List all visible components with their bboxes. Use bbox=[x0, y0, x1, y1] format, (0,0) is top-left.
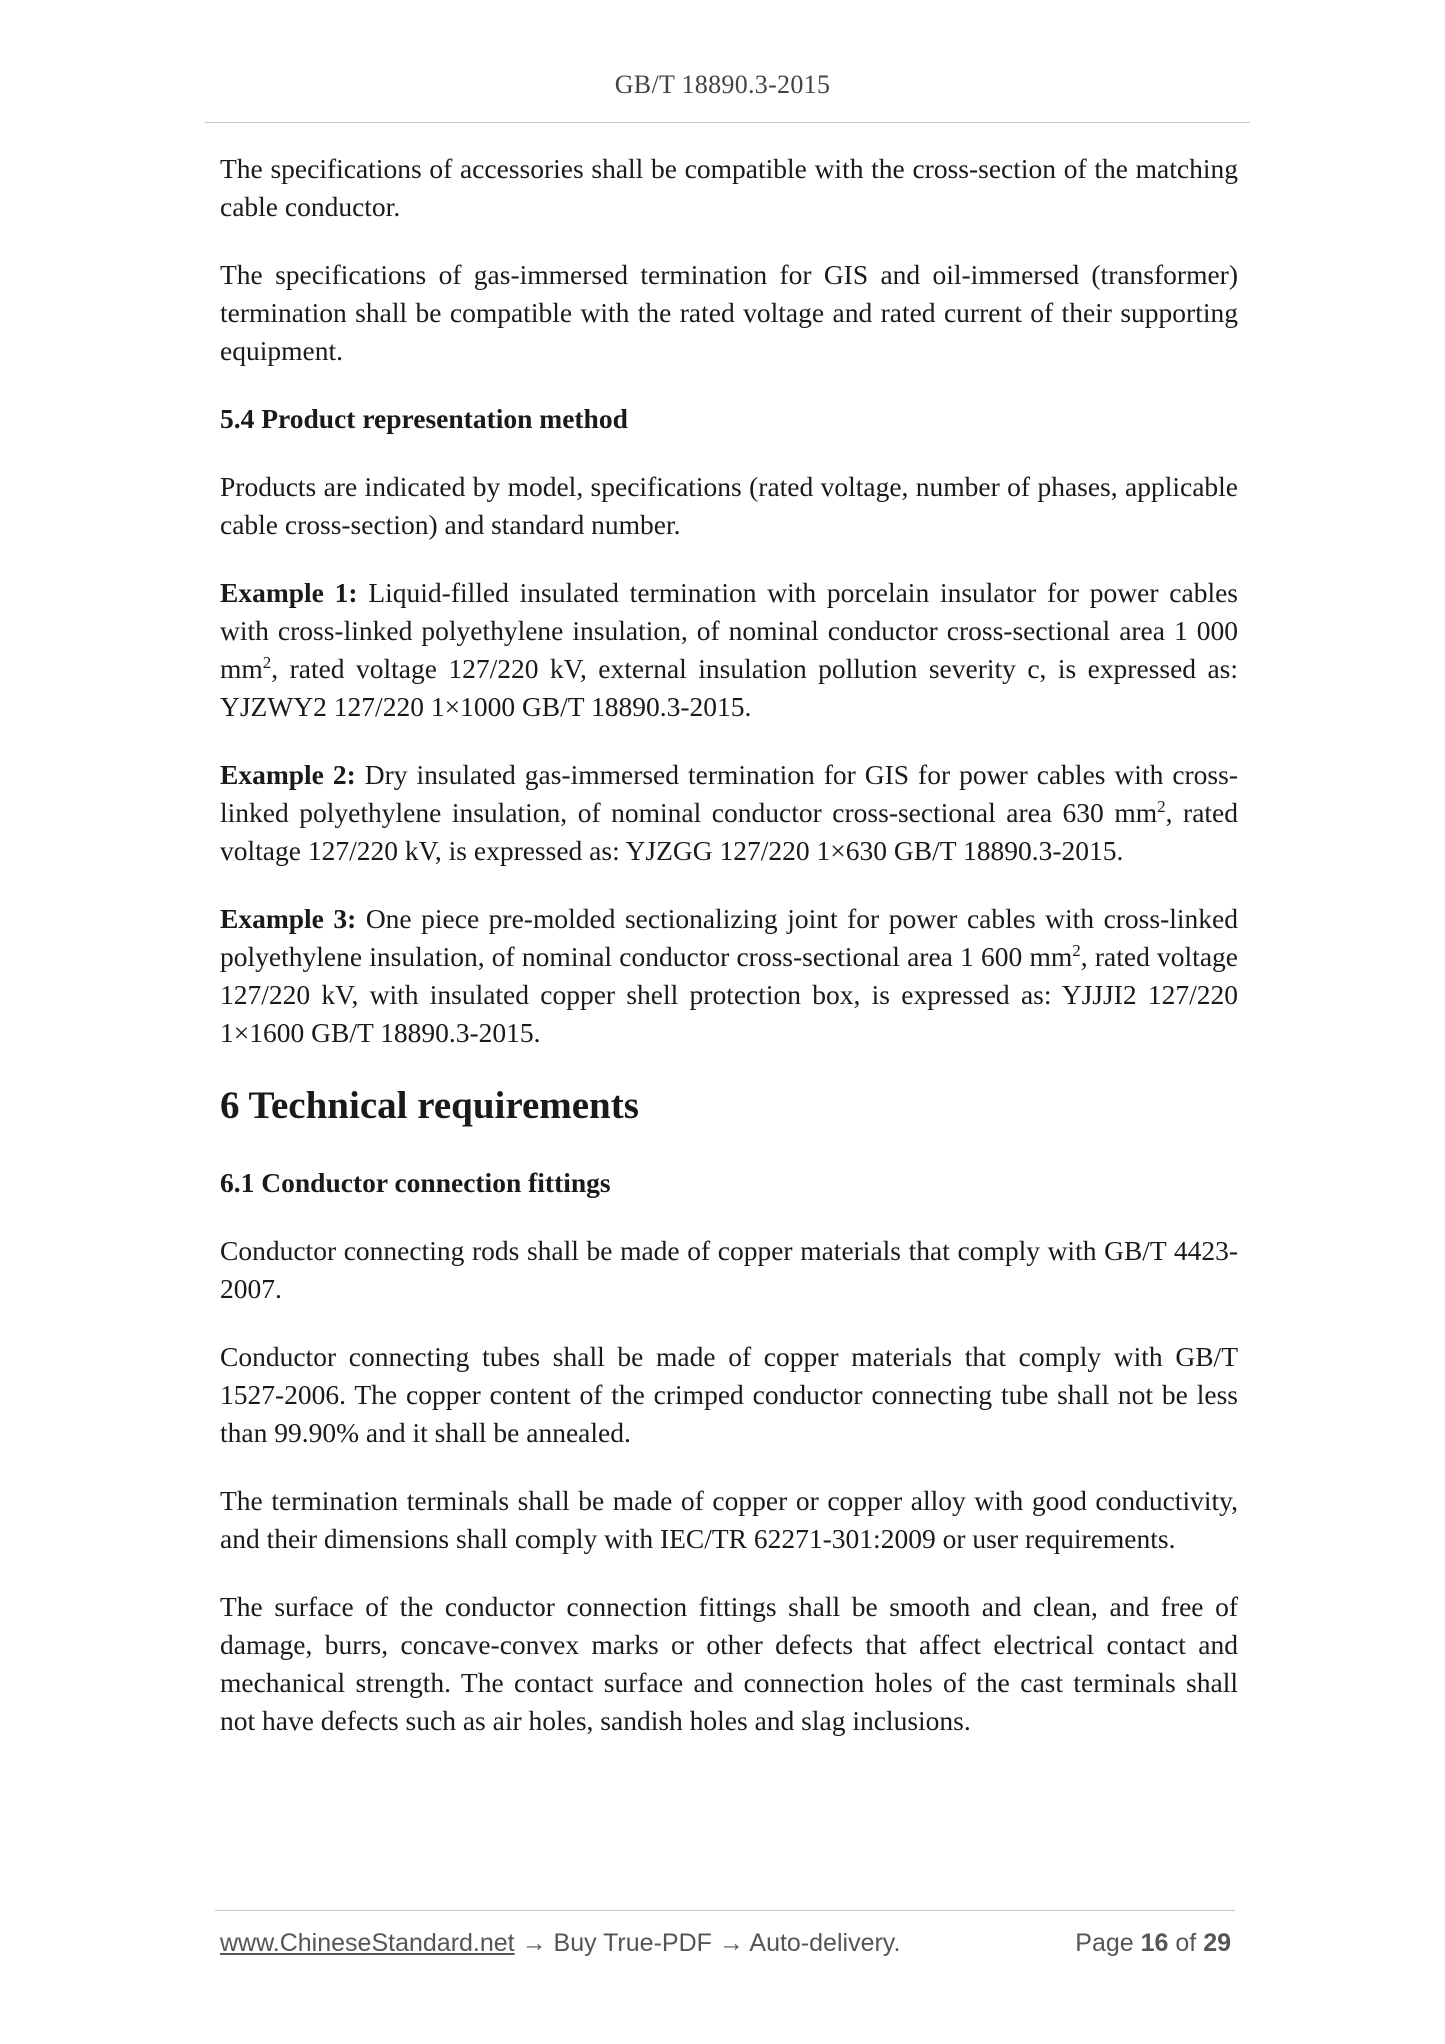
example-2-text-a: Dry insulated gas-immersed termination for GIS for power cables with cross-linked polyethylene insulation, of nominal conductor cross-sectional area 630 mm bbox=[220, 759, 1238, 828]
footer-tagline: → Buy True-PDF → Auto-delivery. bbox=[514, 1929, 901, 1957]
page-total: 29 bbox=[1203, 1929, 1231, 1957]
page-footer bbox=[220, 1929, 1235, 1958]
paragraph-connecting-tubes: Conductor connecting tubes shall be made of copper materials that comply with GB/T 1527-2006. The copper content of the crimped conductor connecting tube shall not be less than 99.90% and it shall be annealed. bbox=[220, 1341, 1238, 1448]
page-of: of bbox=[1168, 1929, 1204, 1957]
example-3 bbox=[220, 900, 1238, 1052]
paragraph-termination-terminals: The termination terminals shall be made of copper or copper alloy with good conductivity, and their dimensions shall comply with IEC/TR 62271-301:2009 or user requirements. bbox=[220, 1485, 1238, 1554]
footer-divider bbox=[215, 1910, 1235, 1911]
example-1-superscript: 2 bbox=[262, 652, 272, 672]
heading-6: 6 Technical requirements bbox=[220, 1084, 639, 1127]
example-3-text-b: , rated voltage 127/220 kV, with insulated copper shell protection box, is expressed as: YJJJI2 127/220 1×1600 GB/T 18890.3-2015. bbox=[220, 941, 1238, 1048]
website-link[interactable]: www.ChineseStandard.net bbox=[220, 1929, 515, 1957]
header-divider bbox=[205, 122, 1250, 123]
heading-5-4: 5.4 Product representation method bbox=[220, 403, 628, 434]
paragraph-representation: Products are indicated by model, specifications (rated voltage, number of phases, applicable cable cross-section) and standard number. bbox=[220, 471, 1238, 540]
example-1 bbox=[220, 574, 1238, 726]
page-header-title: GB/T 18890.3-2015 bbox=[614, 70, 831, 99]
example-3-superscript: 2 bbox=[1072, 940, 1081, 960]
example-2-text-b: , rated voltage 127/220 kV, is expressed as: YJZGG 127/220 1×630 GB/T 18890.3-2015. bbox=[220, 797, 1238, 866]
paragraph-surface-requirements: The surface of the conductor connection fittings shall be smooth and clean, and free of damage, burrs, concave-convex marks or other defects that affect electrical contact and mechanical strength. The contact surface and connection holes of the cast terminals shall not have defects such as air holes, sandish holes and slag inclusions. bbox=[220, 1591, 1238, 1736]
paragraph-termination-specs: The specifications of gas-immersed termination for GIS and oil-immersed (transformer) termination shall be compatible with the rated voltage and rated current of their supporting equipment. bbox=[220, 259, 1238, 366]
example-2 bbox=[220, 756, 1238, 870]
heading-6-1: 6.1 Conductor connection fittings bbox=[220, 1167, 611, 1198]
page-label: Page bbox=[1075, 1929, 1141, 1957]
page-body bbox=[220, 150, 1238, 1770]
example-1-label: Example 1: bbox=[220, 577, 358, 608]
example-2-label: Example 2: bbox=[220, 759, 356, 790]
paragraph-connecting-rods: Conductor connecting rods shall be made of copper materials that comply with GB/T 4423-2007. bbox=[220, 1235, 1238, 1304]
example-1-text-a: Liquid-filled insulated termination with porcelain insulator for power cables with cross-linked polyethylene insulation, of nominal conductor cross-sectional area 1 000 mm bbox=[220, 577, 1238, 684]
page-number bbox=[1075, 1929, 1231, 1958]
paragraph-accessory-specs: The specifications of accessories shall be compatible with the cross-section of the matching cable conductor. bbox=[220, 153, 1238, 222]
example-3-text-a: One piece pre-molded sectionalizing joint for power cables with cross-linked polyethylene insulation, of nominal conductor cross-sectional area 1 600 mm bbox=[220, 903, 1238, 972]
page-current: 16 bbox=[1140, 1929, 1169, 1957]
example-3-label: Example 3: bbox=[220, 903, 357, 934]
example-1-text-b: , rated voltage 127/220 kV, external insulation pollution severity c, is expressed as: YJZWY2 127/220 1×1000 GB/T 18890.3-2015. bbox=[220, 653, 1238, 722]
example-2-superscript: 2 bbox=[1157, 796, 1166, 816]
